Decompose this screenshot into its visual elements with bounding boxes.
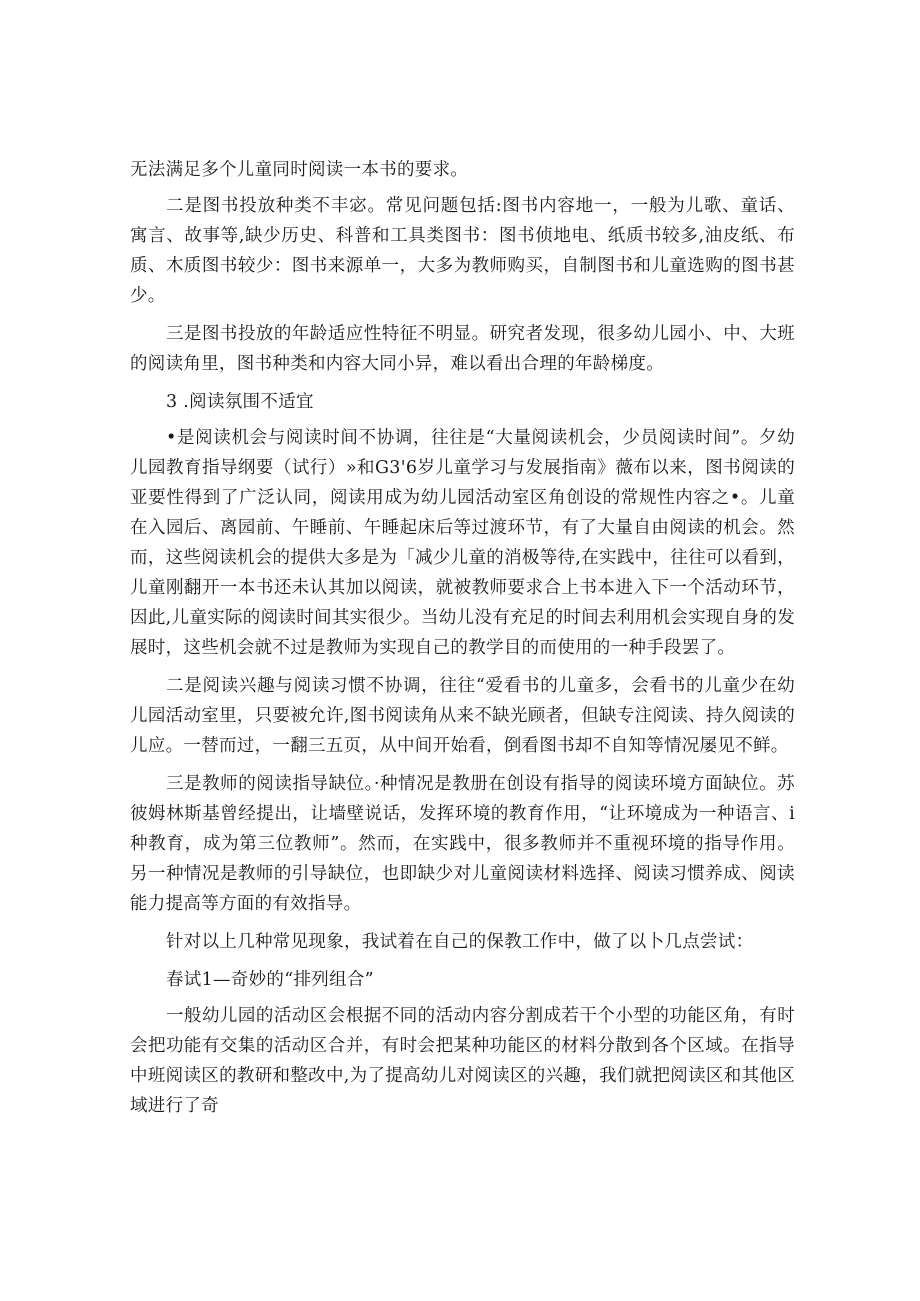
paragraph-age-appropriateness: 三是图书投放的年龄适应性特征不明显。研究者发现，很多幼儿园小、中、大班的阅读角里，图书种类和内容大同小异，难以看出合理的年龄梯度。 <box>130 324 795 374</box>
paragraph-teacher-guidance: 三是教师的阅读指导缺位。·种情况是教册在创设有指导的阅读环境方面缺位。苏彼姆林斯基曾经提出，让墙壁说话，发挥环境的教育作用，“让环境成为一种语言、i种教育，成为第三位教师”。然而，在实践中，很多教师并不重视环境的指导作用。另一种情况是教师的引导缺位，也即缺少对儿童阅读材料选择、阅读习惯养成、阅读能力提高等方面的有效指导。 <box>130 774 795 914</box>
paragraph-attempts-intro: 针对以上几种常见现象，我试着在自己的保教工作中，做了以卜几点尝试： <box>166 932 754 952</box>
document-body <box>130 155 795 1129</box>
subheading-attempt-1: 春试1—奇妙的“排列组合” <box>166 970 374 990</box>
paragraph-reading-habits: 二是阅读兴趣与阅读习惯不协调，往往“爱看书的儿童多，会看书的儿童少在幼儿园活动室里，只要被允许,图书阅读角从来不缺光顾者，但缺专注阅读、持久阅读的儿应。一替而过，一翻三五页，从中间开始看，倒看图书却不自知等情况屡见不鲜。 <box>130 676 795 756</box>
paragraph-continuation: 无法满足多个儿童同时阅读一本书的要求。 <box>130 160 469 180</box>
paragraph-book-variety: 二是图书投放种类不丰宓。常见问题包括:图书内容地一，一般为儿歌、童话、寓言、故事等,缺少历史、科普和工具类图书：图书侦地电、纸质书较多,油皮纸、布质、木质图书较少：图书来源单一，大多为教师购买，自制图书和儿童选购的图书甚少。 <box>130 196 795 306</box>
paragraph-reading-time: •是阅读机会与阅读时间不协调，往往是“大量阅读机会，少员阅读时间”。夕幼儿园教育指导纲要（试行）»和G3'6岁儿童学习与发展指南》薇布以来，图书阅读的亚要性得到了广泛认同，阅读用成为幼儿园活动室区角创设的常规性内容之•。儿童在入园后、离园前、午睡前、午睡起床后等过渡环节，有了大量自由阅读的机会。然而，这些阅读机会的提供大多是为「减少儿童的消极等待,在实践中，往往可以看到，儿童刚翻开一本书还未认其加以阅读，就被教师要求合上书本进入下一个活动环节，因此,儿童实际的阅读时间其实很少。当幼儿没有充足的时间去利用机会实现自身的发展时，这些机会就不过是教师为实现自己的教学目的而使用的一种手段罢了。 <box>130 428 795 658</box>
section-heading-reading-atmosphere: 3 .阅读氛围不适宜 <box>166 392 314 412</box>
paragraph-activity-areas: 一般幼儿园的活动区会根据不同的活动内容分割成若干个小型的功能区角，有时会把功能有交集的活动区合并，有时会把某种功能区的材料分散到各个区域。在指导中班阅读区的教研和整改中,为了提高幼儿对阅读区的兴趣，我们就把阅读区和其他区域进行了奇 <box>130 1006 795 1116</box>
